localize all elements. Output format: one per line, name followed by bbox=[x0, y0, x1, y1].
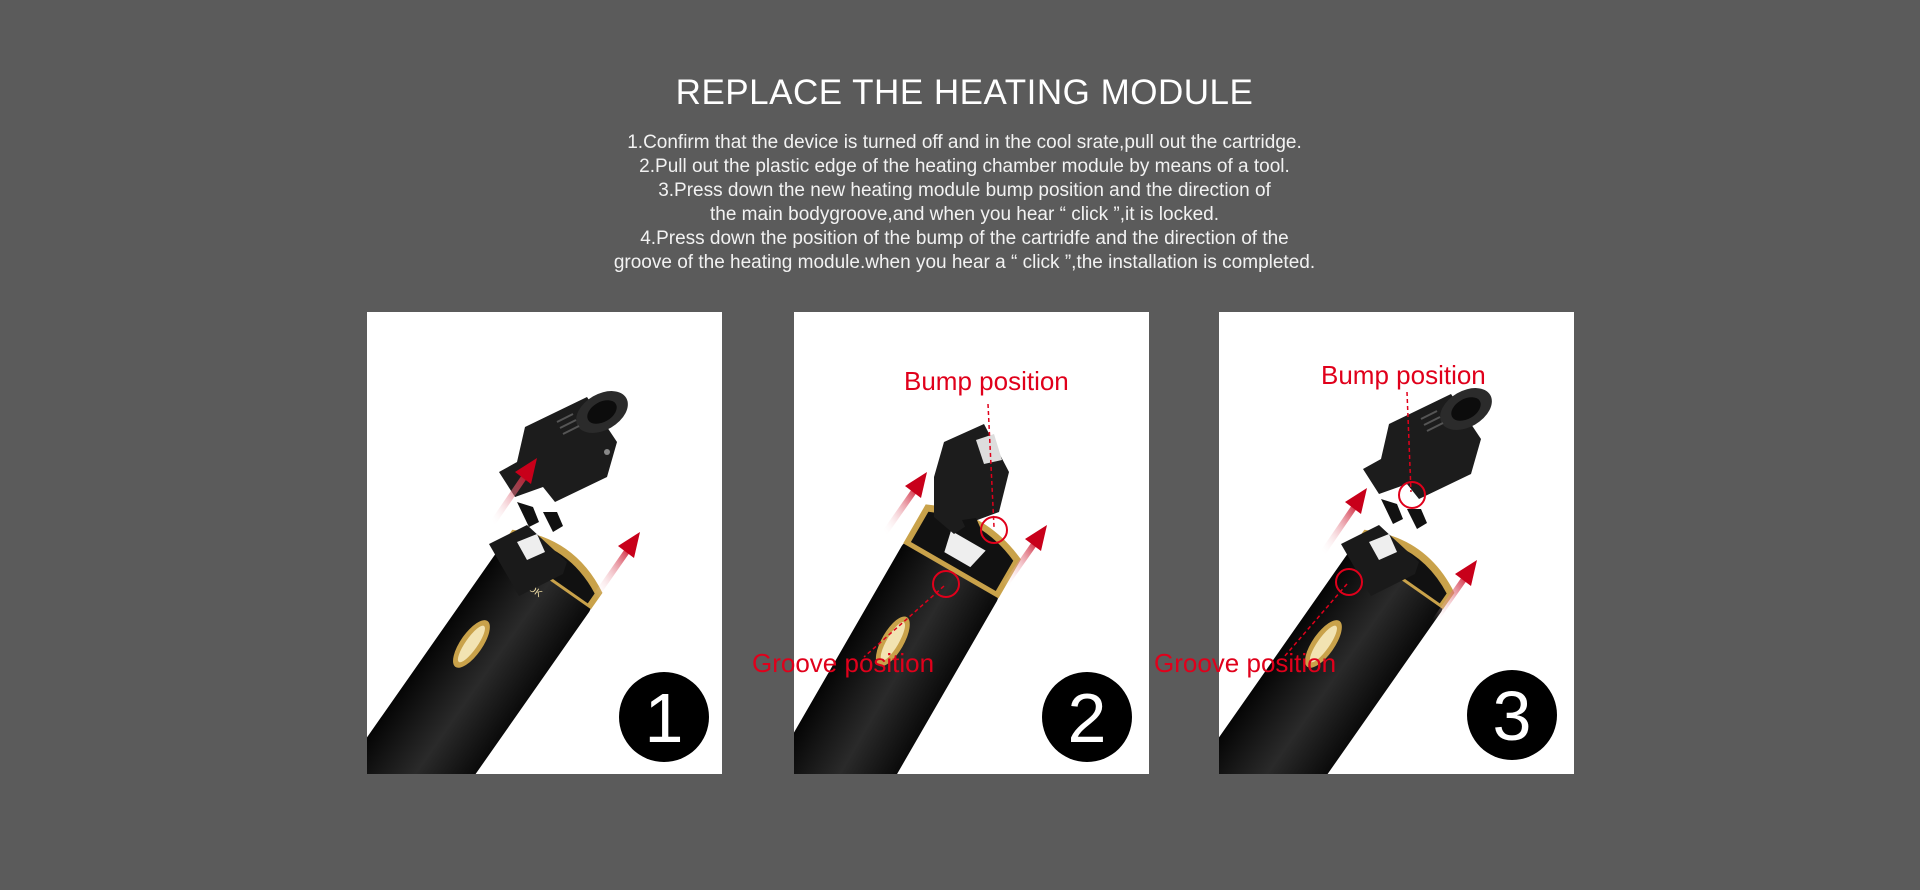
instruction-line: groove of the heating module.when you hear a “ click ”,the installation is completed. bbox=[613, 252, 1316, 273]
instructions bbox=[0, 131, 1920, 275]
step-1-panel bbox=[367, 312, 722, 774]
heating-module bbox=[934, 424, 1009, 542]
groove-position-label: Groove position bbox=[1154, 648, 1337, 678]
step-number-badge: 1 bbox=[619, 672, 709, 762]
device-body bbox=[794, 494, 1027, 774]
step-number-badge: 3 bbox=[1467, 670, 1557, 760]
instruction-line: 4.Press down the position of the bump of the cartridfe and the direction of the bbox=[640, 228, 1289, 249]
heating-module bbox=[1363, 379, 1499, 529]
step-number-badge: 2 bbox=[1042, 672, 1132, 762]
instruction-line: 3.Press down the new heating module bump position and the direction of bbox=[658, 180, 1271, 201]
instruction-line: the main bodygroove,and when you hear “ click ”,it is locked. bbox=[709, 204, 1220, 225]
instruction-line: 1.Confirm that the device is turned off and in the cool srate,pull out the cartridge. bbox=[627, 132, 1302, 153]
device-body bbox=[1219, 517, 1463, 774]
device-body bbox=[367, 517, 611, 774]
groove-position-label: Groove position bbox=[752, 648, 935, 678]
bump-position-label: Bump position bbox=[1321, 360, 1486, 390]
page-title: REPLACE THE HEATING MODULE bbox=[675, 73, 1254, 112]
heating-module bbox=[499, 382, 635, 532]
bump-position-label: Bump position bbox=[904, 366, 1069, 396]
direction-arrow bbox=[595, 532, 640, 597]
instruction-line: 2.Pull out the plastic edge of the heating chamber module by means of a tool. bbox=[639, 156, 1290, 177]
